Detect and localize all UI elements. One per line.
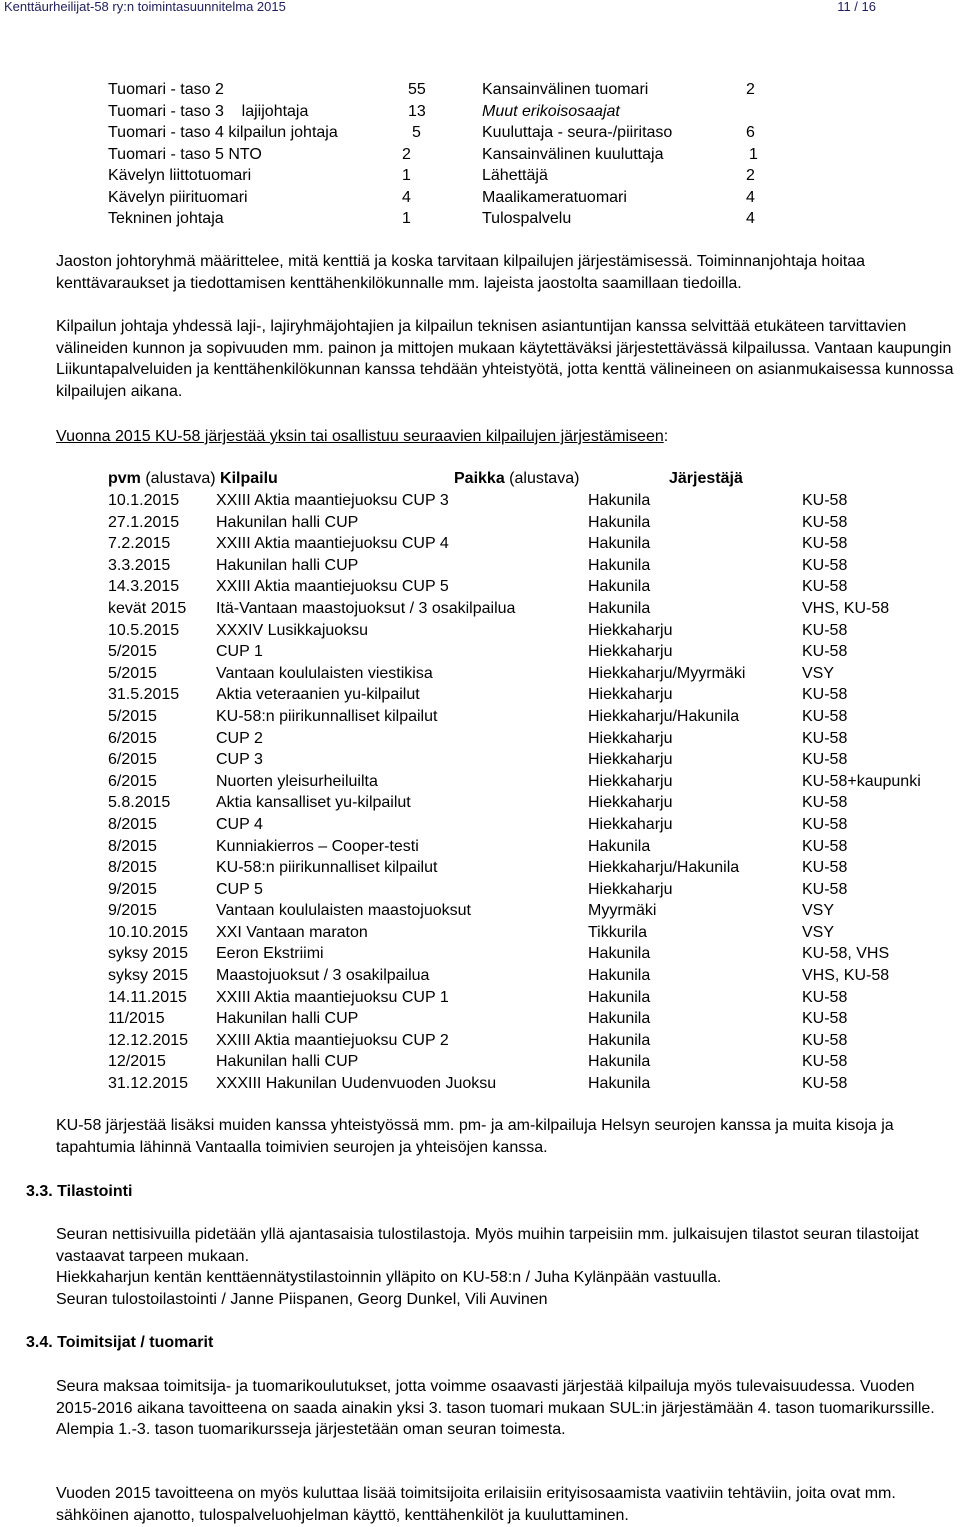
table-row bbox=[108, 641, 958, 663]
event-date: 9/2015 bbox=[108, 880, 157, 898]
event-name: XXXIII Hakunilan Uudenvuoden Juoksu bbox=[216, 1075, 497, 1093]
list-item bbox=[108, 187, 808, 209]
role-name: Kävelyn piirituomari bbox=[108, 188, 248, 206]
event-date: 5.8.2015 bbox=[108, 794, 171, 812]
event-date: 9/2015 bbox=[108, 902, 157, 920]
event-name: KU-58:n piirikunnalliset kilpailut bbox=[216, 859, 438, 877]
event-place: Hiekkaharju bbox=[588, 643, 673, 661]
event-place: Hakunila bbox=[588, 599, 651, 617]
event-name: Aktia kansalliset yu-kilpailut bbox=[216, 794, 411, 812]
header-date-note: (alustava) bbox=[140, 470, 221, 487]
paragraph-fields: Jaoston johtoryhmä määrittelee, mitä kenttiä ja koska tarvitaan kilpailujen järjestämisessä. Toiminnanjohtaja hoitaa kenttävaraukset ja tiedottamisen kenttähenkilökunnalle mm. lajeista jaostolta saamillaan tiedoilla. bbox=[56, 253, 866, 292]
paragraph-records: Hiekkaharjun kentän kenttäennätystilastoinnin ylläpito on KU-58:n / Juha Kylänpään vastuulla. bbox=[56, 1269, 722, 1286]
event-organizer: KU-58, VHS bbox=[802, 945, 890, 963]
table-row bbox=[108, 1073, 958, 1095]
table-row bbox=[108, 900, 958, 922]
event-date: 7.2.2015 bbox=[108, 535, 171, 553]
event-place: Hakunila bbox=[588, 1053, 651, 1071]
list-item bbox=[108, 122, 808, 144]
event-organizer: KU-58 bbox=[802, 815, 848, 833]
role-name: Tulospalvelu bbox=[482, 210, 572, 227]
event-place: Hiekkaharju/Hakunila bbox=[588, 707, 740, 725]
event-date: 10.10.2015 bbox=[108, 923, 189, 941]
role-name: Tuomari - taso 2 bbox=[108, 81, 224, 98]
event-date: 6/2015 bbox=[108, 772, 157, 790]
event-place: Hakunila bbox=[588, 535, 651, 553]
table-row bbox=[108, 792, 958, 814]
event-date: 3.3.2015 bbox=[108, 556, 171, 574]
table-row bbox=[108, 1051, 958, 1073]
event-name: XXI Vantaan maraton bbox=[216, 923, 368, 941]
table-row bbox=[108, 512, 958, 534]
table-row bbox=[108, 555, 958, 577]
role-name: Kansainvälinen kuuluttaja bbox=[482, 145, 664, 163]
list-item bbox=[108, 144, 808, 166]
event-organizer: KU-58 bbox=[802, 513, 848, 531]
header-date: pvm bbox=[108, 470, 141, 487]
event-place: Hakunila bbox=[588, 556, 651, 574]
event-name: Nuorten yleisurheiluilta bbox=[216, 772, 378, 790]
event-date: 6/2015 bbox=[108, 729, 157, 747]
table-row bbox=[108, 576, 958, 598]
paragraph-statistics: Seuran nettisivuilla pidetään yllä ajantasaisia tulostilastoja. Myös muihin tarpeisiin mm. julkaisujen tilastot seuran tilastoijat vastaavat tarpeen mukaan. bbox=[56, 1226, 919, 1265]
event-date: 12.12.2015 bbox=[108, 1031, 189, 1049]
event-name: Itä-Vantaan maastojuoksut / 3 osakilpailua bbox=[216, 599, 516, 617]
table-row bbox=[108, 706, 958, 728]
event-organizer: KU-58 bbox=[802, 686, 848, 704]
event-name: Kunniakierros – Cooper-testi bbox=[216, 837, 419, 855]
section-title-officials: 3.4. Toimitsijat / tuomarit bbox=[26, 1334, 214, 1351]
event-place: Hiekkaharju bbox=[588, 794, 673, 812]
event-date: 27.1.2015 bbox=[108, 513, 180, 531]
event-date: 11/2015 bbox=[108, 1010, 165, 1028]
page-header bbox=[0, 0, 960, 14]
role-count: 5 bbox=[412, 124, 421, 141]
event-name: Maastojuoksut / 3 osakilpailua bbox=[216, 967, 430, 985]
event-date: 14.3.2015 bbox=[108, 578, 180, 596]
section-title-statistics: 3.3. Tilastointi bbox=[26, 1183, 133, 1200]
event-name: XXIII Aktia maantiejuoksu CUP 4 bbox=[216, 535, 449, 553]
event-organizer: VSY bbox=[802, 902, 835, 920]
list-item bbox=[108, 79, 808, 101]
event-name: Hakunilan halli CUP bbox=[216, 1010, 359, 1028]
event-name: CUP 5 bbox=[216, 880, 263, 898]
header-organizer: Järjestäjä bbox=[669, 470, 743, 487]
role-count: 2 bbox=[746, 167, 755, 184]
event-name: XXIII Aktia maantiejuoksu CUP 2 bbox=[216, 1031, 449, 1049]
role-name: Maalikameratuomari bbox=[482, 188, 627, 206]
event-place: Hiekkaharju bbox=[588, 729, 673, 747]
event-date: 5/2015 bbox=[108, 664, 157, 682]
event-organizer: KU-58 bbox=[802, 880, 848, 898]
event-place: Tikkurila bbox=[588, 923, 647, 941]
event-rows bbox=[108, 490, 958, 1095]
role-count: 6 bbox=[746, 124, 755, 141]
event-place: Hakunila bbox=[588, 945, 651, 963]
list-item bbox=[108, 165, 808, 187]
officials-count-list bbox=[108, 79, 808, 230]
table-row bbox=[108, 836, 958, 858]
event-organizer: KU-58 bbox=[802, 859, 848, 877]
event-name: Vantaan koululaisten maastojuoksut bbox=[216, 902, 471, 920]
event-organizer: KU-58+kaupunki bbox=[802, 772, 921, 790]
event-place: Myyrmäki bbox=[588, 902, 657, 920]
event-date: 8/2015 bbox=[108, 837, 157, 855]
event-name: XXXIV Lusikkajuoksu bbox=[216, 621, 369, 639]
table-row bbox=[108, 490, 958, 512]
events-intro-colon: : bbox=[663, 428, 669, 445]
table-row bbox=[108, 728, 958, 750]
event-name: XXIII Aktia maantiejuoksu CUP 3 bbox=[216, 492, 449, 509]
role-count: 1 bbox=[749, 145, 758, 163]
table-row bbox=[108, 749, 958, 771]
event-organizer: KU-58 bbox=[802, 1053, 848, 1071]
paragraph-results: Seuran tulostoilastointi / Janne Piispanen, Georg Dunkel, Vili Auvinen bbox=[56, 1291, 548, 1308]
paragraph-training: Seura maksaa toimitsija- ja tuomarikoulutukset, jotta voimme osaavasti järjestää kilpailuja myös tulevaisuudessa. Vuoden 2015-2016 aikana tavoitteena on saada ainakin yksi 3. tason tuomari mukaan SUL:in järjestämään 4. tason tuomarikurssille. Alempia 1.-3. tason tuomarikursseja järjestetään oman seuran toimesta. bbox=[56, 1378, 935, 1438]
event-organizer: KU-58 bbox=[802, 729, 848, 747]
event-date: syksy 2015 bbox=[108, 967, 189, 985]
event-organizer: VHS, KU-58 bbox=[802, 599, 890, 617]
table-row bbox=[108, 879, 958, 901]
event-organizer: KU-58 bbox=[802, 578, 848, 596]
event-name: XXIII Aktia maantiejuoksu CUP 1 bbox=[216, 988, 449, 1006]
role-count: 1 bbox=[402, 167, 411, 184]
event-place: Hiekkaharju bbox=[588, 815, 673, 833]
table-row bbox=[108, 943, 958, 965]
event-place: Hakunila bbox=[588, 967, 651, 985]
event-name: CUP 1 bbox=[216, 643, 263, 661]
table-row bbox=[108, 1008, 958, 1030]
event-name: Hakunilan halli CUP bbox=[216, 556, 359, 574]
event-name: CUP 2 bbox=[216, 729, 263, 747]
header-place-note: (alustava) bbox=[504, 470, 580, 487]
event-name: Aktia veteraanien yu-kilpailut bbox=[216, 686, 420, 704]
event-organizer: KU-58 bbox=[802, 707, 848, 725]
table-row bbox=[108, 771, 958, 793]
list-item bbox=[108, 208, 808, 230]
role-count: 13 bbox=[408, 102, 426, 120]
event-organizer: KU-58 bbox=[802, 1075, 848, 1093]
event-organizer: KU-58 bbox=[802, 837, 848, 855]
role-name: Kävelyn liittotuomari bbox=[108, 167, 252, 184]
table-row bbox=[108, 987, 958, 1009]
event-place: Hakunila bbox=[588, 578, 651, 596]
event-organizer: VSY bbox=[802, 923, 835, 941]
event-name: KU-58:n piirikunnalliset kilpailut bbox=[216, 707, 438, 725]
event-name: CUP 4 bbox=[216, 815, 263, 833]
role-name: Tekninen johtaja bbox=[108, 210, 224, 227]
event-organizer: KU-58 bbox=[802, 621, 848, 639]
header-event: Kilpailu bbox=[220, 470, 278, 487]
table-row bbox=[108, 598, 958, 620]
table-row bbox=[108, 620, 958, 642]
role-count: 4 bbox=[402, 188, 411, 206]
table-row bbox=[108, 663, 958, 685]
page-number: 11 / 16 bbox=[837, 0, 876, 14]
event-organizer: KU-58 bbox=[802, 535, 848, 553]
event-date: kevät 2015 bbox=[108, 599, 187, 617]
event-date: 6/2015 bbox=[108, 751, 157, 769]
event-place: Hakunila bbox=[588, 1010, 651, 1028]
paragraph-goals: Vuoden 2015 tavoitteena on myös kuluttaa lisää toimitsijoita erilaisiin erityisosaamista vaativiin tehtäviin, joita ovat mm. sähköinen ajanotto, tulospalveluohjelman käyttö, kenttähenkilöt ja kuuluttaminen. bbox=[56, 1485, 896, 1524]
table-row bbox=[108, 922, 958, 944]
list-item bbox=[108, 101, 808, 123]
role-name: Lähettäjä bbox=[482, 167, 548, 184]
event-date: 10.1.2015 bbox=[108, 492, 180, 509]
event-place: Hakunila bbox=[588, 1031, 651, 1049]
header-place-cell bbox=[454, 468, 579, 490]
event-organizer: KU-58 bbox=[802, 556, 848, 574]
event-date: 12/2015 bbox=[108, 1053, 166, 1071]
event-place: Hiekkaharju bbox=[588, 772, 673, 790]
event-name: CUP 3 bbox=[216, 751, 263, 769]
table-row bbox=[108, 965, 958, 987]
event-organizer: KU-58 bbox=[802, 1010, 848, 1028]
events-intro bbox=[56, 426, 956, 448]
event-date: 8/2015 bbox=[108, 815, 157, 833]
role-name: Muut erikoisosaajat bbox=[482, 102, 620, 120]
role-name: Kansainvälinen tuomari bbox=[482, 81, 649, 98]
event-date: 31.5.2015 bbox=[108, 686, 180, 704]
event-name: Vantaan koululaisten viestikisa bbox=[216, 664, 433, 682]
table-header bbox=[108, 468, 958, 490]
event-organizer: KU-58 bbox=[802, 794, 848, 812]
event-organizer: KU-58 bbox=[802, 492, 848, 509]
event-place: Hakunila bbox=[588, 492, 651, 509]
event-place: Hiekkaharju bbox=[588, 880, 673, 898]
event-organizer: VSY bbox=[802, 664, 835, 682]
event-place: Hiekkaharju bbox=[588, 751, 673, 769]
event-place: Hakunila bbox=[588, 1075, 651, 1093]
role-count: 1 bbox=[402, 210, 411, 227]
role-count: 2 bbox=[746, 81, 755, 98]
table-row bbox=[108, 857, 958, 879]
document-title: Kenttäurheilijat-58 ry:n toimintasuunnitelma 2015 bbox=[4, 0, 286, 14]
role-count: 2 bbox=[402, 145, 411, 163]
event-date: 10.5.2015 bbox=[108, 621, 180, 639]
role-count: 55 bbox=[408, 81, 426, 98]
table-row bbox=[108, 684, 958, 706]
event-name: XXIII Aktia maantiejuoksu CUP 5 bbox=[216, 578, 449, 596]
paragraph-cooperation: KU-58 järjestää lisäksi muiden kanssa yhteistyössä mm. pm- ja am-kilpailuja Helsyn seurojen kanssa ja muita kisoja ja tapahtumia lähinnä Vantaalla toimivien seurojen ja yhteisöjen kanssa. bbox=[56, 1117, 894, 1156]
event-date: 5/2015 bbox=[108, 707, 157, 725]
event-organizer: KU-58 bbox=[802, 988, 848, 1006]
event-place: Hiekkaharju bbox=[588, 621, 673, 639]
events-intro-text: Vuonna 2015 KU-58 järjestää yksin tai osallistuu seuraavien kilpailujen järjestämiseen bbox=[56, 428, 664, 445]
event-organizer: VHS, KU-58 bbox=[802, 967, 890, 985]
role-name: Kuuluttaja - seura-/piiritaso bbox=[482, 124, 673, 141]
event-place: Hakunila bbox=[588, 837, 651, 855]
event-name: Eeron Ekstriimi bbox=[216, 945, 324, 963]
event-date: syksy 2015 bbox=[108, 945, 189, 963]
event-name: Hakunilan halli CUP bbox=[216, 1053, 359, 1071]
event-place: Hakunila bbox=[588, 513, 651, 531]
table-row bbox=[108, 814, 958, 836]
event-date: 5/2015 bbox=[108, 643, 157, 661]
role-count: 4 bbox=[746, 188, 755, 206]
table-row bbox=[108, 533, 958, 555]
role-name: Tuomari - taso 3 lajijohtaja bbox=[108, 102, 309, 120]
event-place: Hiekkaharju/Hakunila bbox=[588, 859, 740, 877]
role-name: Tuomari - taso 5 NTO bbox=[108, 145, 262, 163]
header-date-cell bbox=[108, 468, 278, 490]
events-table bbox=[108, 468, 958, 1095]
role-name: Tuomari - taso 4 kilpailun johtaja bbox=[108, 124, 338, 141]
event-date: 14.11.2015 bbox=[108, 988, 187, 1006]
table-row bbox=[108, 1030, 958, 1052]
event-place: Hiekkaharju/Myyrmäki bbox=[588, 664, 746, 682]
role-count: 4 bbox=[746, 210, 755, 227]
event-date: 8/2015 bbox=[108, 859, 157, 877]
event-organizer: KU-58 bbox=[802, 751, 848, 769]
event-date: 31.12.2015 bbox=[108, 1075, 189, 1093]
event-place: Hiekkaharju bbox=[588, 686, 673, 704]
event-place: Hakunila bbox=[588, 988, 651, 1006]
event-organizer: KU-58 bbox=[802, 1031, 848, 1049]
event-organizer: KU-58 bbox=[802, 643, 848, 661]
paragraph-equipment: Kilpailun johtaja yhdessä laji-, lajiryhmäjohtajien ja kilpailun teknisen asiantuntijan kanssa selvittää etukäteen tarvittavien välineiden kunnon ja sopivuuden mm. painon ja mittojen mukaan käytettäväksi järjestettävässä kilpailussa. Vantaan kaupungin Liikuntapalveluiden ja kenttähenkilökunnan kanssa tehdään yhteistyötä, jotta kenttä välineineen on asianmukaisessa kunnossa kilpailujen aikana. bbox=[56, 318, 954, 400]
header-place: Paikka bbox=[454, 470, 505, 487]
event-name: Hakunilan halli CUP bbox=[216, 513, 359, 531]
